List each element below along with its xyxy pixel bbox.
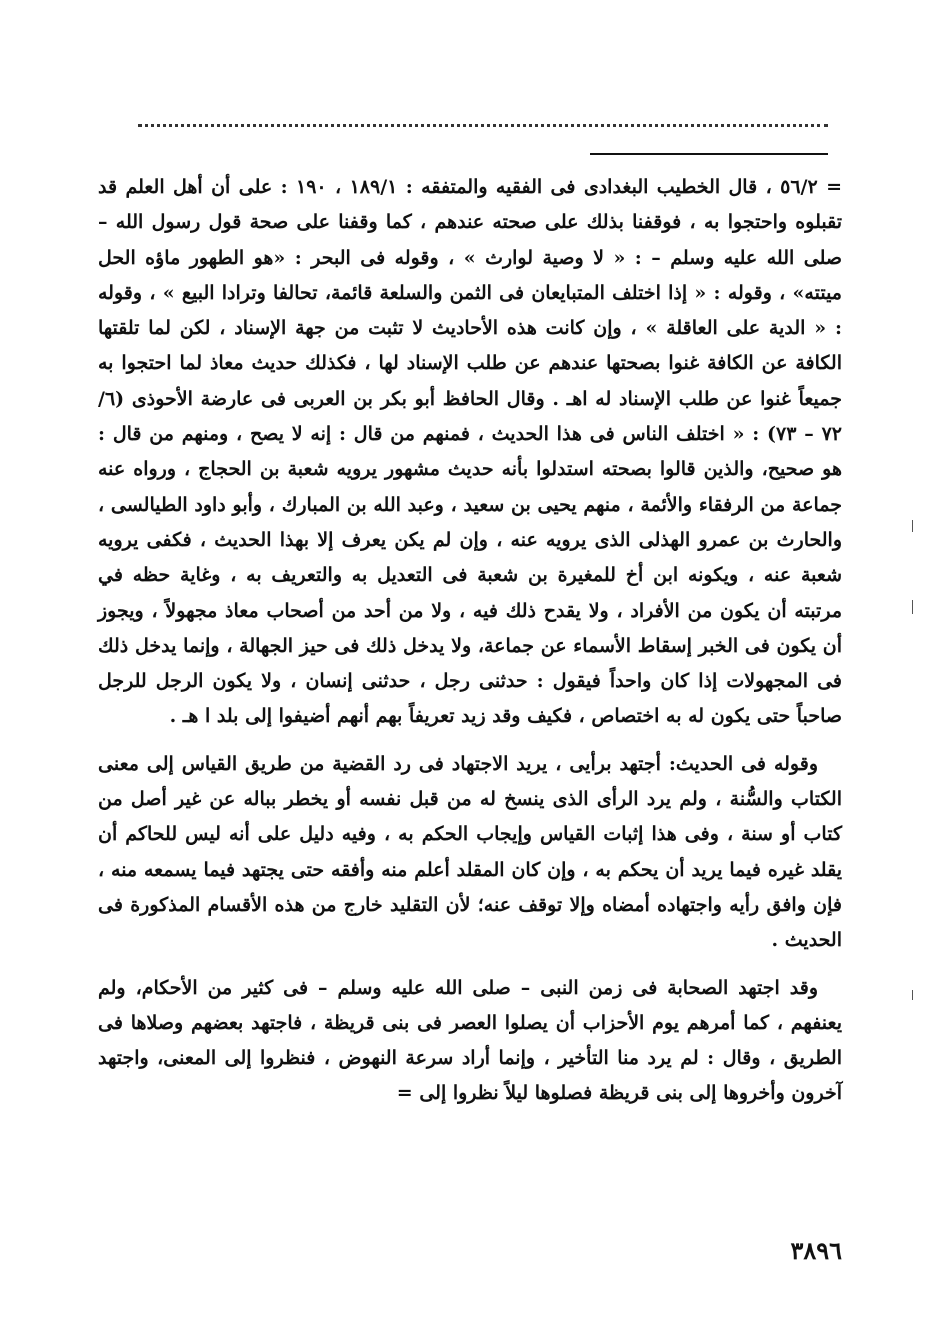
paragraph-1: = ٥٦/٢ ، قال الخطيب البغدادى فى الفقيه والمتفقه : ١٨٩/١ ، ١٩٠ : على أن أهل العلم قد تقبلوه واحتجوا به ، فوقفنا بذلك على صحته عندهم ، كما وقفنا على صحة قول رسول الله – صلى الله عليه وسلم – : « لا وصية لوارث » ، وقوله فى البحر : «هو الطهور ماؤه الحل ميتته» ، وقوله : « إذا اختلف المتبايعان فى الثمن والسلعة قائمة، تحالفا وترادا البيع » ، وقوله : « الدية على العاقلة » ، وإن كانت هذه الأحاديث لا تثبت من جهة الإسناد ، لكن لما تلقتها الكافة عن الكافة غنوا بصحتها عندهم عن طلب الإسناد لها ، فكذلك حديث معاذ لما احتجوا به جميعاً غنوا عن طلب الإسناد له اهـ . وقال الحافظ أبو بكر بن العربى فى عارضة الأحوذى (٦/ ٧٢ – ٧٣) : « اختلف الناس فى هذا الحديث ، فمنهم من قال : إنه لا يصح ، ومنهم من قال : هو صحيح، والذين قالوا بصحته استدلوا بأنه حديث مشهور يرويه شعبة بن الحجاج ، ورواه عنه جماعة من الرفقاء والأئمة ، منهم يحيى بن سعيد ، وعبد الله بن المبارك ، وأبو داود الطيالسى ، والحارث بن عمرو الهذلى الذى يرويه عنه ، وإن لم يكن يعرف إلا بهذا الحديث ، فكفى يرويه شعبة عنه ، ويكونه ابن أخ للمغيرة بن شعبة فى التعديل به والتعريف به ، وغاية حظه في مرتبته أن يكون من الأفراد ، ولا يقدح ذلك فيه ، ولا من أحد من أصحاب معاذ مجهولاً ، ويجوز أن يكون فى الخبر إسقاط الأسماء عن جماعة، ولا يدخل ذلك فى حيز الجهالة ، وإنما يدخل ذلك فى المجهولات إذا كان واحداً فيقول : حدثنى رجل ، حدثنى إنسان ، ولا يكون الرجل للرجل صاحباً حتى يكون له به اختصاص ، فكيف وقد زيد تعريفاً بهم أنهم أضيفوا إلى بلد ا هـ . (98, 176, 842, 728)
dotted-separator (138, 124, 828, 127)
page-number: ٣٨٩٦ (790, 1236, 842, 1265)
margin-mark (912, 600, 913, 614)
footnote-text (98, 170, 842, 1112)
paragraph-2: وقوله فى الحديث: أجتهد برأيى ، يريد الاجتهاد فى رد القضية من طريق القياس إلى معنى الكتاب والسُّنة ، ولم يرد الرأى الذى ينسخ له من قبل نفسه أو يخطر بباله عن غير أصل من كتاب أو سنة ، وفى هذا إثبات القياس وإيجاب الحكم به ، وفيه دليل على أنه ليس للحاكم أن يقلد غيره فيما يريد أن يحكم به ، وإن كان المقلد أعلم منه وأفقه حتى يجتهد فيما يسمعه منه ، فإن وافق رأيه واجتهاده أمضاه وإلا توقف عنه؛ لأن التقليد خارج من هذه الأقسام المذكورة فى الحديث . (98, 752, 842, 952)
paragraph-3: وقد اجتهد الصحابة فى زمن النبى – صلى الله عليه وسلم – فى كثير من الأحكام، ولم يعنفهم ، كما أمرهم يوم الأحزاب أن يصلوا العصر فى بنى قريظة ، فاجتهد بعضهم وصلاها فى الطريق ، وقال : لم يرد منا التأخير ، وإنما أراد سرعة النهوض ، فنظروا إلى المعنى، واجتهد آخرون وأخروها إلى بنى قريظة فصلوها ليلاً نظروا إلى = (98, 976, 842, 1105)
footnote-rule (590, 153, 828, 155)
margin-mark (912, 520, 913, 532)
margin-mark (912, 990, 913, 1000)
